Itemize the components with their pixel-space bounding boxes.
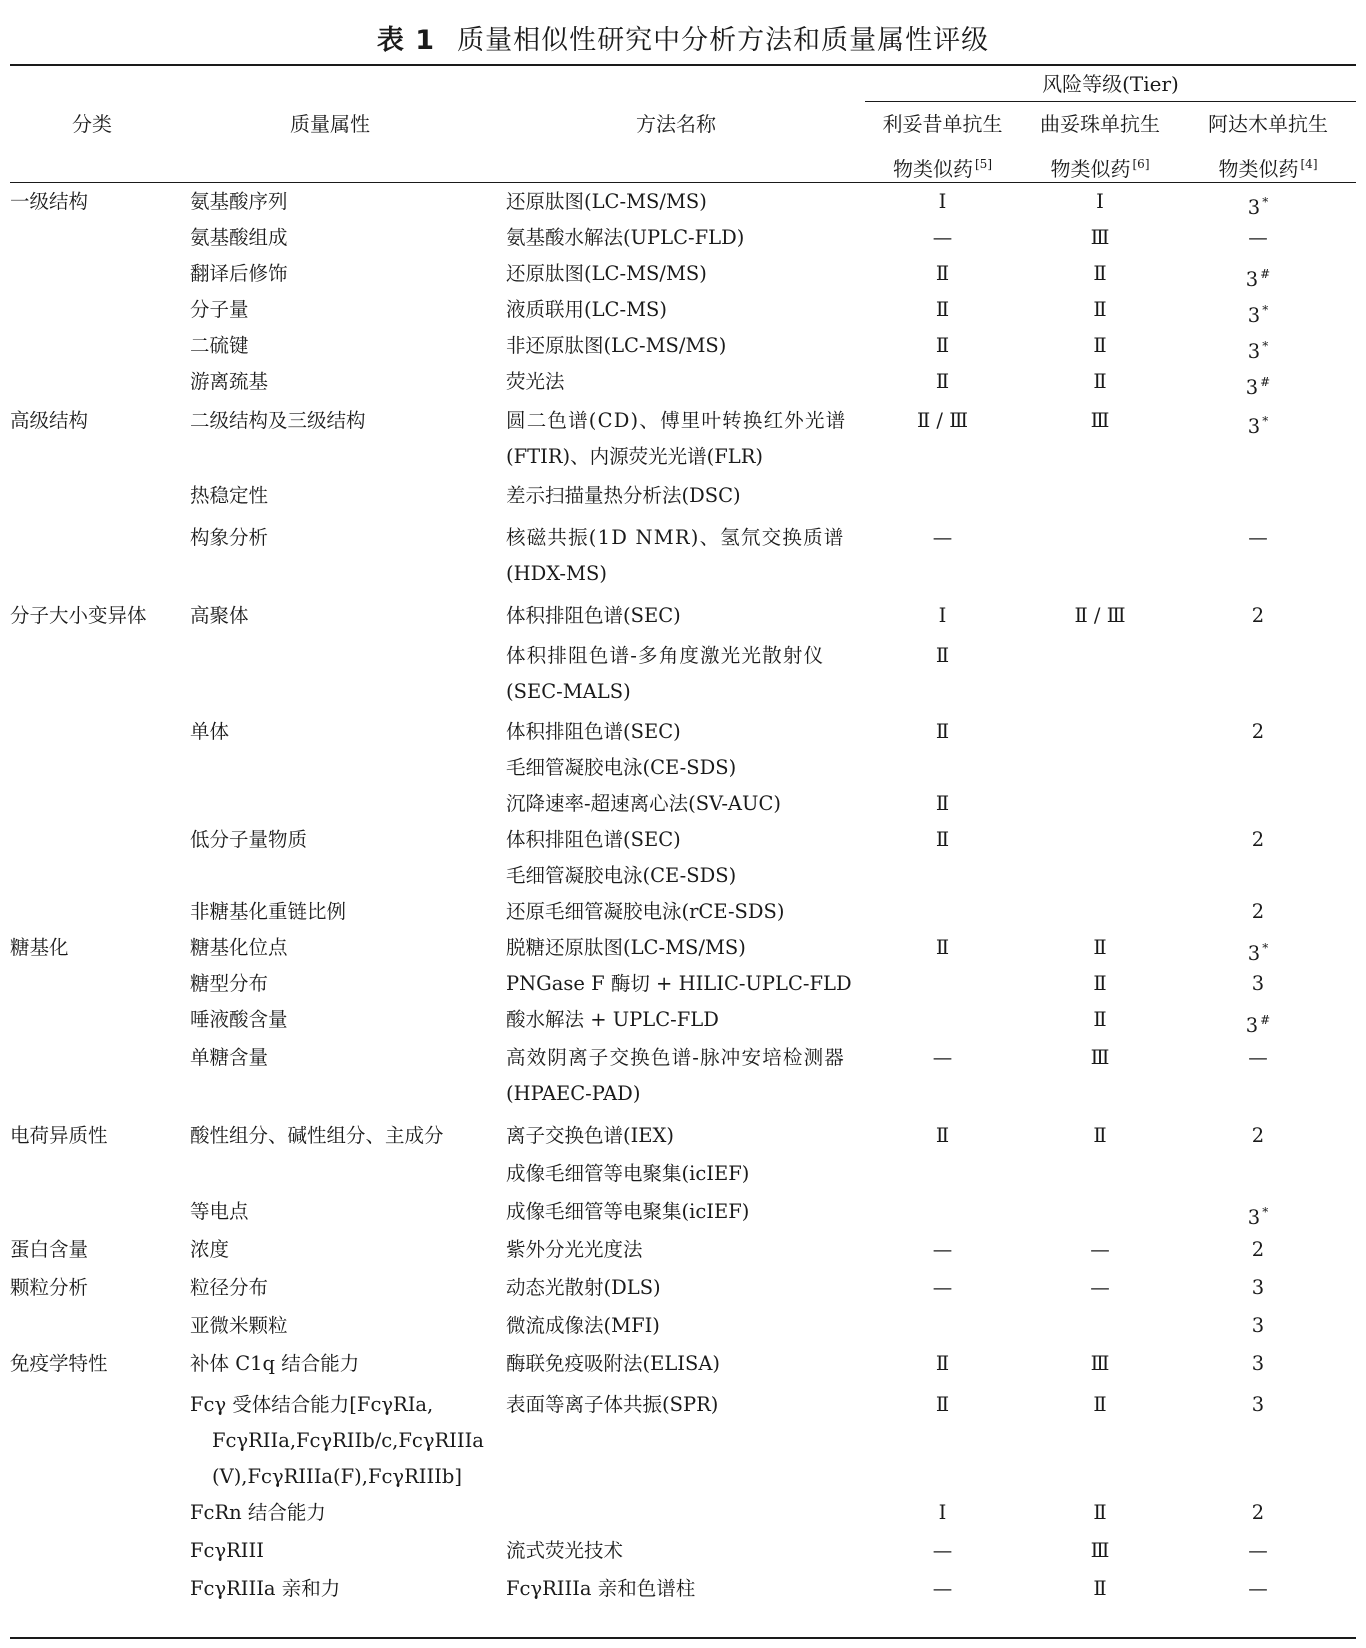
tier-trastuzumab: Ⅲ — [1090, 1352, 1110, 1375]
tier-rituximab: Ⅱ — [935, 1393, 950, 1416]
table-number: 表 1 — [376, 25, 436, 56]
row-attribute: 浓度 — [190, 1238, 230, 1261]
tier-rituximab: Ⅱ — [935, 1124, 950, 1147]
row-category: 糖基化 — [10, 936, 69, 959]
row-method: 沉降速率-超速离心法(SV-AUC) — [506, 792, 781, 815]
tier-trastuzumab: — — [1090, 1276, 1110, 1299]
row-attribute: 构象分析 — [190, 526, 269, 549]
tier-value: 3 — [1251, 1393, 1265, 1416]
tier-trastuzumab: Ⅱ — [1093, 370, 1107, 393]
tier-value: 2 — [1251, 720, 1265, 743]
header-drug1-ref: [5] — [975, 157, 992, 171]
row-attribute: 分子量 — [190, 298, 249, 321]
tier-value: 2 — [1251, 604, 1265, 627]
tier-trastuzumab: Ⅱ — [1093, 936, 1107, 959]
tier-value: 3 — [1247, 415, 1261, 438]
row-attribute: 酸性组分、碱性组分、主成分 — [190, 1124, 444, 1147]
tier-adalimumab — [1170, 822, 1346, 858]
tier-trastuzumab: Ⅰ — [1096, 190, 1104, 213]
row-attribute: 糖型分布 — [190, 972, 269, 995]
tier-value: 2 — [1251, 900, 1265, 923]
header-drug3-line2 — [1180, 146, 1356, 187]
row-method: 体积排阻色谱(SEC) — [506, 604, 681, 627]
tier-trastuzumab: Ⅱ — [1093, 1008, 1107, 1031]
tier-value: 3 — [1247, 942, 1261, 965]
tier-rituximab: Ⅱ — [935, 298, 950, 321]
tier-adalimumab — [1170, 966, 1346, 1002]
tier-adalimumab — [1170, 1194, 1346, 1236]
row-attribute-cont: (V),FcγRIIIa(F),FcγRIIIb] — [212, 1465, 462, 1488]
tier-rituximab: Ⅱ — [935, 334, 950, 357]
tier-adalimumab — [1170, 1270, 1346, 1306]
tier-value: 3 — [1245, 268, 1259, 291]
row-category: 颗粒分析 — [10, 1276, 89, 1299]
tier-trastuzumab: Ⅱ — [1093, 972, 1107, 995]
tier-rituximab: Ⅰ — [938, 190, 947, 213]
row-method: 差示扫描量热分析法(DSC) — [506, 484, 741, 507]
row-category: 蛋白含量 — [10, 1238, 89, 1261]
row-method: PNGase F 酶切 + HILIC-UPLC-FLD — [506, 972, 852, 995]
tier-value: 3 — [1251, 1352, 1265, 1375]
tier-trastuzumab: Ⅲ — [1090, 1539, 1110, 1562]
tier-trastuzumab: Ⅱ / Ⅲ — [1074, 604, 1126, 627]
header-method: 方法名称 — [636, 112, 716, 136]
row-method: 毛细管凝胶电泳(CE-SDS) — [506, 756, 737, 779]
tier-trastuzumab: Ⅱ — [1093, 298, 1107, 321]
row-method: 脱糖还原肽图(LC-MS/MS) — [506, 936, 746, 959]
row-attribute-cont: FcγRIIa,FcγRIIb/c,FcγRIIIa — [212, 1429, 484, 1452]
tier-rituximab: — — [932, 1539, 953, 1562]
row-method: 酸水解法 + UPLC-FLD — [506, 1008, 719, 1031]
tier-adalimumab — [1170, 1232, 1346, 1268]
tier-value: — — [1248, 1577, 1268, 1600]
row-method: 还原肽图(LC-MS/MS) — [506, 190, 707, 213]
tier-rituximab: Ⅱ — [935, 936, 950, 959]
row-attribute: 单糖含量 — [190, 1046, 269, 1069]
tier-rituximab: — — [932, 526, 953, 549]
tier-adalimumab — [1170, 1002, 1346, 1044]
row-method: 体积排阻色谱(SEC) — [506, 720, 681, 743]
tier-rituximab: — — [932, 1046, 953, 1069]
tier-rituximab: Ⅱ — [935, 792, 950, 815]
header-attribute: 质量属性 — [290, 112, 370, 136]
row-attribute: 等电点 — [190, 1200, 249, 1223]
header-drug2-line1: 曲妥珠单抗生 — [1040, 112, 1160, 136]
row-category: 免疫学特性 — [10, 1352, 108, 1375]
tier-adalimumab — [1170, 1346, 1346, 1382]
tier-adalimumab — [1170, 1040, 1346, 1076]
tier-rituximab: Ⅱ — [935, 262, 950, 285]
tier-footnote-mark: * — [1262, 195, 1269, 209]
row-method: 氨基酸水解法(UPLC-FLD) — [506, 226, 745, 249]
bottom-rule — [10, 1637, 1356, 1639]
tier-rituximab: Ⅰ — [938, 604, 947, 627]
row-method-cont: (HPAEC-PAD) — [506, 1082, 641, 1105]
row-method-cont: (HDX-MS) — [506, 562, 607, 585]
header-drug1-name: 物类似药 — [893, 157, 973, 181]
tier-trastuzumab: Ⅱ — [1093, 1124, 1107, 1147]
tier-value: — — [1248, 226, 1268, 249]
header-drug2-name: 物类似药 — [1050, 157, 1131, 181]
row-method: 还原毛细管凝胶电泳(rCE-SDS) — [506, 900, 785, 923]
tier-adalimumab — [1170, 1495, 1346, 1531]
header-drug2-ref: [6] — [1132, 157, 1150, 171]
row-method: 体积排阻色谱(SEC) — [506, 828, 681, 851]
table-caption — [0, 18, 1366, 57]
row-attribute: FcRn 结合能力 — [190, 1501, 326, 1524]
row-attribute: 单体 — [190, 720, 230, 743]
tier-value: 3 — [1247, 196, 1261, 219]
tier-value: 3 — [1251, 1276, 1265, 1299]
row-method: 成像毛细管等电聚集(icIEF) — [506, 1200, 750, 1223]
tier-adalimumab — [1170, 1533, 1346, 1569]
tier-rituximab: Ⅰ — [938, 1501, 947, 1524]
row-method: 表面等离子体共振(SPR) — [506, 1393, 719, 1416]
row-attribute: 氨基酸组成 — [190, 226, 288, 249]
row-attribute: 唾液酸含量 — [190, 1008, 288, 1031]
tier-footnote-mark: # — [1260, 267, 1271, 281]
tier-value: 2 — [1251, 1124, 1265, 1147]
tier-rituximab: Ⅱ / Ⅲ — [916, 409, 969, 432]
row-method-cont: (SEC-MALS) — [506, 680, 631, 703]
row-method: 还原肽图(LC-MS/MS) — [506, 262, 707, 285]
tier-rituximab: — — [932, 1577, 953, 1600]
tier-rituximab: Ⅱ — [935, 720, 950, 743]
tier-trastuzumab: Ⅲ — [1090, 226, 1110, 249]
tier-adalimumab — [1170, 714, 1346, 750]
row-method: 流式荧光技术 — [506, 1539, 624, 1562]
row-attribute: FcγRIII — [190, 1539, 264, 1562]
row-attribute: 翻译后修饰 — [190, 262, 288, 285]
tier-footnote-mark: * — [1262, 941, 1269, 955]
row-method: 体积排阻色谱-多角度激光光散射仪 — [506, 644, 825, 667]
tier-rituximab: — — [932, 1238, 953, 1261]
row-attribute: 亚微米颗粒 — [190, 1314, 288, 1337]
tier-value: 2 — [1251, 828, 1265, 851]
row-method: 荧光法 — [506, 370, 565, 393]
tier-trastuzumab: Ⅱ — [1093, 334, 1107, 357]
tier-adalimumab — [1170, 220, 1346, 256]
header-drug1-line1: 利妥昔单抗生 — [882, 112, 1003, 136]
tier-value: — — [1248, 1046, 1268, 1069]
tier-footnote-mark: * — [1262, 303, 1269, 317]
tier-footnote-mark: * — [1262, 1205, 1269, 1219]
row-attribute: 粒径分布 — [190, 1276, 269, 1299]
row-method: FcγRIIIa 亲和色谱柱 — [506, 1577, 696, 1600]
tier-value: 3 — [1247, 304, 1261, 327]
row-attribute: 二级结构及三级结构 — [190, 409, 366, 432]
header-drug2-line2 — [1020, 146, 1180, 187]
row-category: 一级结构 — [10, 190, 89, 213]
header-drug3-line1: 阿达木单抗生 — [1208, 112, 1328, 136]
row-method: 酶联免疫吸附法(ELISA) — [506, 1352, 721, 1375]
row-attribute: 非糖基化重链比例 — [190, 900, 347, 923]
row-method: 高效阴离子交换色谱-脉冲安培检测器 — [506, 1046, 845, 1069]
row-method: 液质联用(LC-MS) — [506, 298, 667, 321]
row-method: 微流成像法(MFI) — [506, 1314, 660, 1337]
tier-value: — — [1248, 1539, 1268, 1562]
tier-rituximab: Ⅱ — [935, 370, 950, 393]
row-method: 动态光散射(DLS) — [506, 1276, 661, 1299]
tier-value: 3 — [1245, 1014, 1259, 1037]
tier-value: 3 — [1245, 376, 1259, 399]
tier-footnote-mark: * — [1262, 414, 1269, 428]
tier-adalimumab — [1170, 1571, 1346, 1607]
tier-value: 2 — [1251, 1501, 1265, 1524]
tier-adalimumab — [1170, 894, 1346, 930]
row-method-cont: (FTIR)、内源荧光光谱(FLR) — [506, 445, 764, 468]
tier-adalimumab — [1170, 1308, 1346, 1344]
header-category: 分类 — [72, 112, 112, 136]
row-method: 成像毛细管等电聚集(icIEF) — [506, 1162, 750, 1185]
tier-trastuzumab: — — [1090, 1238, 1110, 1261]
tier-rituximab: Ⅱ — [935, 828, 950, 851]
row-attribute: 游离巯基 — [190, 370, 269, 393]
tier-adalimumab — [1170, 364, 1346, 406]
tier-trastuzumab: Ⅲ — [1090, 409, 1110, 432]
tier-value: 2 — [1251, 1238, 1265, 1261]
tier-value: 3 — [1247, 340, 1261, 363]
row-attribute: 二硫键 — [190, 334, 249, 357]
row-method: 圆二色谱(CD)、傅里叶转换红外光谱 — [506, 409, 847, 432]
tier-rituximab: — — [932, 1276, 953, 1299]
row-attribute: FcγRIIIa 亲和力 — [190, 1577, 341, 1600]
row-attribute: Fcγ 受体结合能力[FcγRIa, — [190, 1393, 434, 1416]
header-drug3-name: 物类似药 — [1218, 157, 1299, 181]
header-tier-group: 风险等级(Tier) — [1042, 72, 1179, 96]
tier-rituximab: Ⅱ — [935, 644, 950, 667]
tier-value: 3 — [1251, 972, 1265, 995]
tier-footnote-mark: # — [1260, 1013, 1271, 1027]
row-category: 电荷异质性 — [10, 1124, 108, 1147]
tier-trastuzumab: Ⅱ — [1093, 1393, 1107, 1416]
tier-adalimumab — [1170, 403, 1346, 445]
tier-value: 3 — [1247, 1206, 1261, 1229]
row-method: 非还原肽图(LC-MS/MS) — [506, 334, 727, 357]
tier-rituximab: — — [932, 226, 953, 249]
row-method: 紫外分光光度法 — [506, 1238, 643, 1261]
row-method: 核磁共振(1D NMR)、氢氘交换质谱 — [506, 526, 845, 549]
row-method: 毛细管凝胶电泳(CE-SDS) — [506, 864, 737, 887]
tier-trastuzumab: Ⅱ — [1093, 262, 1107, 285]
tier-trastuzumab: Ⅱ — [1093, 1577, 1107, 1600]
tier-value: 3 — [1251, 1314, 1265, 1337]
row-attribute: 氨基酸序列 — [190, 190, 288, 213]
tier-adalimumab — [1170, 598, 1346, 634]
table-title: 质量相似性研究中分析方法和质量属性评级 — [457, 25, 990, 56]
tier-footnote-mark: # — [1260, 375, 1271, 389]
tier-value: — — [1248, 526, 1268, 549]
tier-rituximab: Ⅱ — [935, 1352, 950, 1375]
row-method: 离子交换色谱(IEX) — [506, 1124, 675, 1147]
tier-adalimumab — [1170, 1118, 1346, 1154]
tier-trastuzumab: Ⅲ — [1090, 1046, 1110, 1069]
tier-adalimumab — [1170, 520, 1346, 556]
tier-trastuzumab: Ⅱ — [1093, 1501, 1107, 1524]
row-category: 高级结构 — [10, 409, 89, 432]
row-attribute: 补体 C1q 结合能力 — [190, 1352, 360, 1375]
row-attribute: 热稳定性 — [190, 484, 269, 507]
tier-adalimumab — [1170, 1387, 1346, 1423]
row-attribute: 低分子量物质 — [190, 828, 308, 851]
row-attribute: 糖基化位点 — [190, 936, 288, 959]
header-drug1-line2 — [865, 146, 1020, 187]
row-attribute: 高聚体 — [190, 604, 249, 627]
row-category: 分子大小变异体 — [10, 604, 147, 627]
tier-footnote-mark: * — [1262, 339, 1269, 353]
header-drug3-ref: [4] — [1300, 157, 1318, 171]
